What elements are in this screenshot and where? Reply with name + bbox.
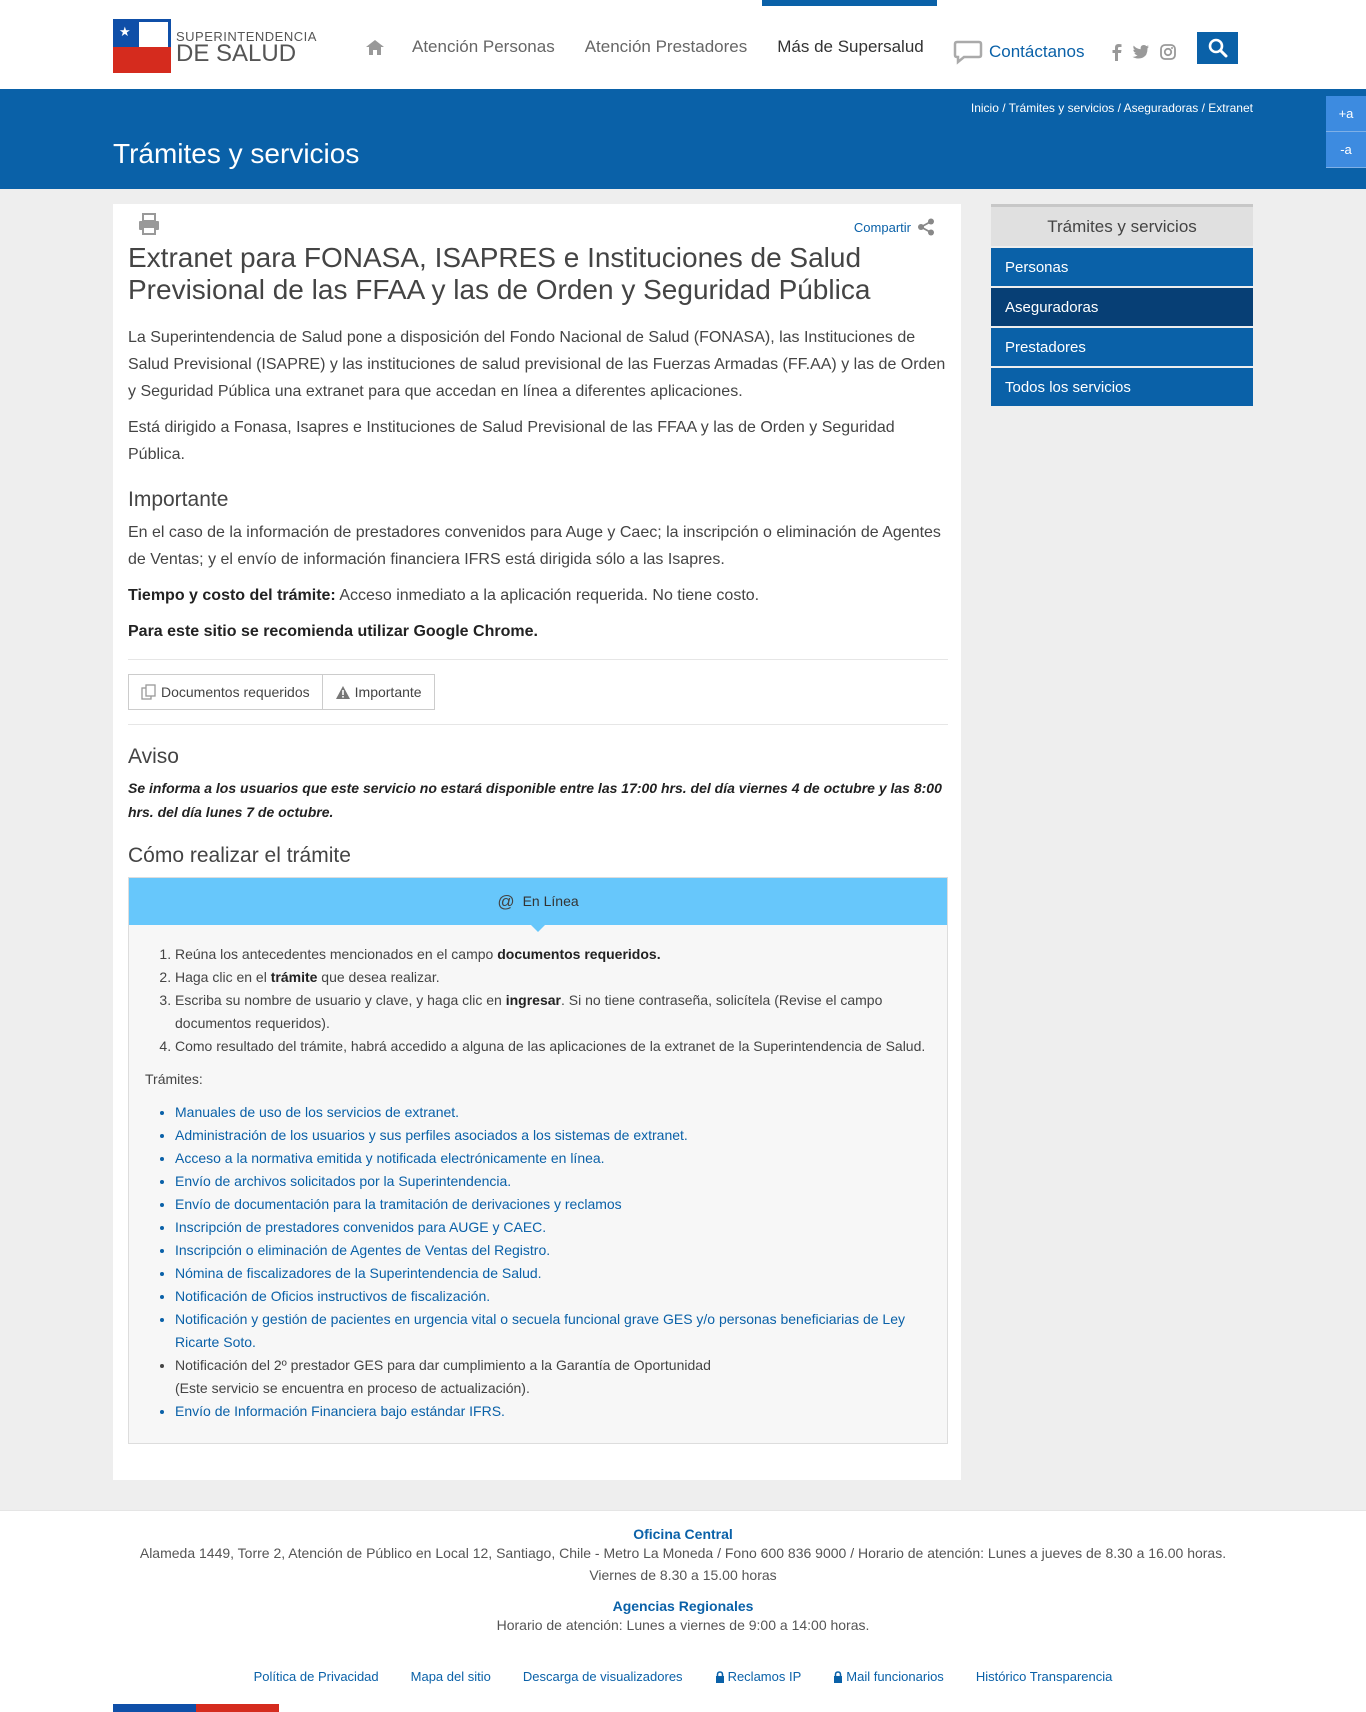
importante-paragraph: En el caso de la información de prestadores convenidos para Auge y Caec; la inscripción o eliminación de Agentes de Ventas; y el envío de información financiera IFRS está dirigida sólo a las Isapres. xyxy=(128,524,941,568)
sidebar-item-prestadores[interactable]: Prestadores xyxy=(991,328,1253,366)
breadcrumb[interactable]: Inicio / Trámites y servicios / Aseguradoras / Extranet xyxy=(970,101,1253,115)
decrease-font-button[interactable]: -a xyxy=(1326,132,1366,168)
sidebar-item-todos[interactable]: Todos los servicios xyxy=(991,368,1253,406)
site-logo[interactable] xyxy=(113,19,317,73)
tramite-link[interactable]: • Envío de documentación para la tramitación de derivaciones y reclamos xyxy=(175,1193,931,1216)
print-icon[interactable] xyxy=(137,212,161,236)
flag-stripe xyxy=(113,1704,279,1712)
oficina-central-hours: Viernes de 8.30 a 15.00 horas xyxy=(589,1567,777,1583)
tramite-link[interactable]: • Notificación de Oficios instructivos de fiscalización. xyxy=(175,1285,931,1308)
importante-button[interactable] xyxy=(323,674,435,710)
share-label: Compartir xyxy=(853,219,911,235)
contact-label: Contáctanos xyxy=(989,42,1085,61)
aviso-heading: Aviso xyxy=(128,745,179,768)
logo-text-small: SUPERINTENDENCIA xyxy=(176,29,317,44)
como-realizar-heading: Cómo realizar el trámite xyxy=(128,844,351,867)
oficina-central-title: Oficina Central xyxy=(633,1526,733,1542)
audience-paragraph: Está dirigido a Fonasa, Isapres e Instituciones de Salud Previsional de las FFAA y las de Orden y Seguridad Pública. xyxy=(128,419,895,463)
documentos-requeridos-button[interactable] xyxy=(128,674,323,710)
logo-text-big: DE SALUD xyxy=(176,40,297,67)
info-buttons xyxy=(128,674,948,710)
chrome-note xyxy=(128,618,948,645)
search-button[interactable] xyxy=(1197,32,1238,64)
step-item: 4. Como resultado del trámite, habrá accedido a alguna de las aplicaciones de la extranet de la Superintendencia de Salud. xyxy=(175,1035,931,1058)
chile-flag-logo: ★ xyxy=(113,19,171,73)
tramite-link[interactable]: • Notificación y gestión de pacientes en urgencia vital o secuela funcional grave GES y/o personas beneficiarias de Ley Ricarte Soto. xyxy=(175,1308,931,1354)
en-linea-tab[interactable] xyxy=(129,878,947,925)
tramite-item-disabled: • Notificación del 2º prestador GES para dar cumplimiento a la Garantía de Oportunidad (Este servicio se encuentra en proceso de actualización). xyxy=(175,1354,931,1400)
footer-links xyxy=(0,1669,1366,1684)
at-icon: @ xyxy=(497,892,515,911)
sidebar-menu xyxy=(991,204,1253,406)
step-item: 2. Haga clic en el trámite que desea realizar. xyxy=(175,966,931,989)
tramite-link[interactable]: • Envío de Información Financiera bajo estándar IFRS. xyxy=(175,1400,931,1423)
tramite-link[interactable]: • Manuales de uso de los servicios de extranet. xyxy=(175,1101,931,1124)
increase-font-button[interactable]: +a xyxy=(1326,96,1366,132)
tramite-link[interactable]: • Acceso a la normativa emitida y notificada electrónicamente en línea. xyxy=(175,1147,931,1170)
tiempo-text: Acceso inmediato a la aplicación requerida. No tiene costo. xyxy=(335,587,760,604)
oficina-central-address: Alameda 1449, Torre 2, Atención de Público en Local 12, Santiago, Chile - Metro La Moneda / Fono 600 836 9000 / Horario de atención: Lunes a jueves de 8.30 a 16.00 horas. xyxy=(139,1545,1227,1561)
chat-bubble-icon xyxy=(953,39,983,65)
nav-atencion-personas[interactable]: Atención Personas xyxy=(412,36,555,56)
lock-icon xyxy=(715,1671,725,1683)
intro-paragraph: La Superintendencia de Salud pone a disposición del Fondo Nacional de Salud (FONASA), las Instituciones de Salud Previsional (ISAPRE) y las instituciones de salud previsional de las Fuerzas Armadas (FF.AA) y las de Orden y Seguridad Pública una extranet para que accedan en línea a diferentes aplicaciones. xyxy=(128,329,946,400)
footer-link-reclamos[interactable]: Reclamos IP xyxy=(715,1669,802,1684)
facebook-icon[interactable] xyxy=(1112,44,1122,61)
step-item: 3. Escriba su nombre de usuario y clave, y haga clic en ingresar. Si no tiene contraseña, solicítela (Revise el campo documentos requeridos). xyxy=(175,989,931,1035)
chrome-note-text: Para este sitio se recomienda utilizar Google Chrome. xyxy=(128,623,538,640)
tramites-links xyxy=(145,1101,931,1423)
twitter-icon[interactable] xyxy=(1132,44,1150,60)
top-header xyxy=(0,0,1366,89)
tramite-link[interactable]: • Administración de los usuarios y sus perfiles asociados a los sistemas de extranet. xyxy=(175,1124,931,1147)
share-icon xyxy=(917,218,935,236)
footer-link-transparencia[interactable]: Histórico Transparencia xyxy=(975,1669,1113,1684)
aviso-text: Se informa a los usuarios que este servicio no estará disponible entre las 17:00 hrs. del día viernes 4 de octubre y las 8:00 hrs. del día lunes 7 de octubre. xyxy=(128,780,942,820)
sidebar-item-personas[interactable]: Personas xyxy=(991,248,1253,286)
tramite-instructions xyxy=(129,925,947,1443)
tiempo-label: Tiempo y costo del trámite: xyxy=(128,587,336,604)
agencias-regionales-hours: Horario de atención: Lunes a viernes de 9:00 a 14:00 horas. xyxy=(496,1617,870,1633)
contact-link[interactable] xyxy=(953,39,1084,65)
importante-heading: Importante xyxy=(128,488,229,511)
tramite-link[interactable]: • Inscripción o eliminación de Agentes de Ventas del Registro. xyxy=(175,1239,931,1262)
sidebar-item-aseguradoras[interactable]: Aseguradoras xyxy=(991,288,1253,326)
sidebar-title: Trámites y servicios xyxy=(991,204,1253,246)
footer-link-mapa[interactable]: Mapa del sitio xyxy=(410,1669,491,1684)
section-title: Trámites y servicios xyxy=(113,138,360,169)
page-title: Extranet para FONASA, ISAPRES e Instituciones de Salud Previsional de las FFAA y las de Orden y Seguridad Pública xyxy=(128,242,871,305)
tramites-label: Trámites: xyxy=(145,1071,203,1087)
divider xyxy=(128,659,948,660)
article-body xyxy=(128,324,948,1444)
documentos-requeridos-label: Documentos requeridos xyxy=(161,683,310,700)
social-links xyxy=(1112,44,1176,61)
copy-icon xyxy=(141,684,157,700)
agencias-regionales-title[interactable]: Agencias Regionales xyxy=(612,1598,754,1614)
share-button[interactable] xyxy=(854,218,935,236)
tramite-link[interactable]: • Nómina de fiscalizadores de la Superintendencia de Salud. xyxy=(175,1262,931,1285)
footer-link-privacidad[interactable]: Política de Privacidad xyxy=(253,1669,379,1684)
tiempo-costo-paragraph xyxy=(128,582,948,609)
site-footer xyxy=(0,1510,1366,1712)
en-linea-label: En Línea xyxy=(522,893,579,909)
nav-mas-de-supersalud[interactable]: Más de Supersalud xyxy=(777,36,924,56)
step-item: 1. Reúna los antecedentes mencionados en el campo documentos requeridos. xyxy=(175,943,931,966)
divider xyxy=(128,724,948,725)
footer-link-mail[interactable]: Mail funcionarios xyxy=(833,1669,944,1684)
page-banner xyxy=(0,89,1366,189)
lock-icon xyxy=(833,1671,843,1683)
steps-list xyxy=(145,943,931,1058)
footer-link-visualizadores[interactable]: Descarga de visualizadores xyxy=(522,1669,683,1684)
warning-icon xyxy=(335,685,351,700)
instagram-icon[interactable] xyxy=(1160,44,1176,60)
nav-atencion-prestadores[interactable]: Atención Prestadores xyxy=(584,36,748,56)
tramite-panel xyxy=(128,877,948,1444)
main-content-card xyxy=(113,204,961,1480)
main-nav xyxy=(364,0,954,89)
tramite-link[interactable]: • Envío de archivos solicitados por la Superintendencia. xyxy=(175,1170,931,1193)
home-icon[interactable] xyxy=(364,38,386,56)
font-size-controls xyxy=(1326,96,1366,168)
search-icon xyxy=(1208,38,1228,58)
tramite-link[interactable]: • Inscripción de prestadores convenidos para AUGE y CAEC. xyxy=(175,1216,931,1239)
importante-label: Importante xyxy=(354,683,422,700)
